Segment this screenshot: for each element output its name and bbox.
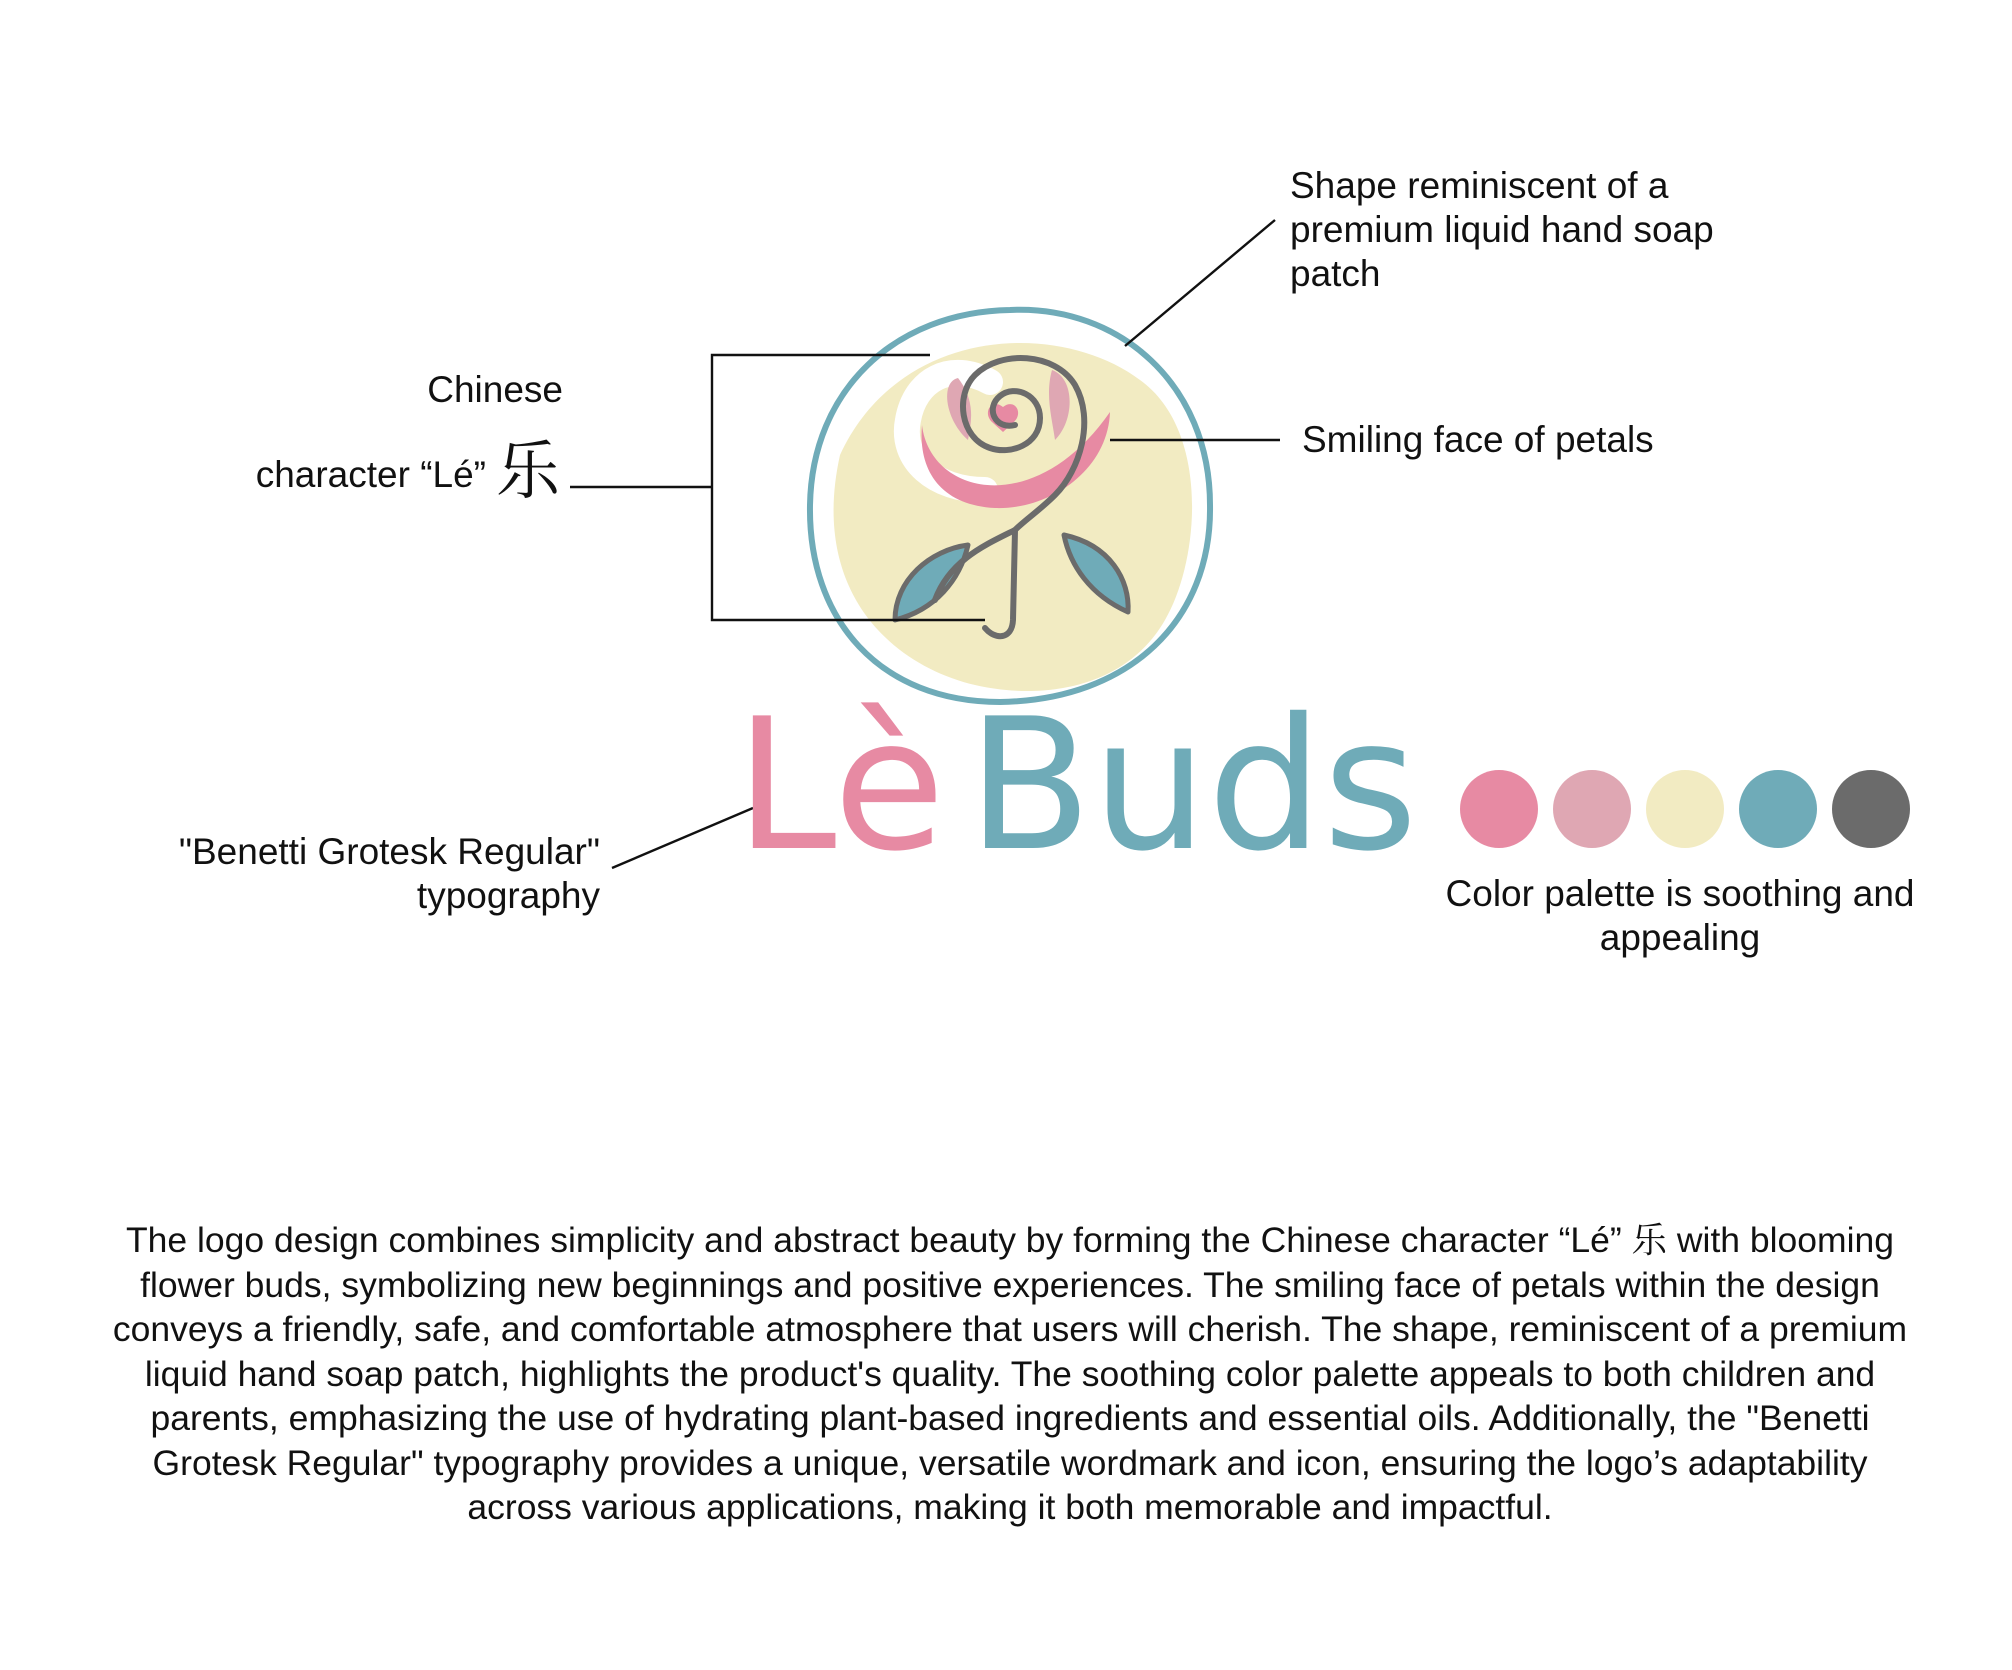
typography-connector bbox=[612, 808, 753, 868]
shape-annotation: Shape reminiscent of a premium liquid hand soap patch bbox=[1290, 165, 1714, 294]
wordmark-buds: Buds bbox=[967, 679, 1418, 891]
swatch-gray bbox=[1832, 770, 1910, 848]
typography-annotation: "Benetti Grotesk Regular" typography bbox=[178, 831, 600, 916]
wordmark-le: Lè bbox=[735, 679, 946, 891]
color-palette bbox=[1460, 770, 1910, 848]
palette-annotation: Color palette is soothing and appealing bbox=[1445, 873, 1915, 958]
description-paragraph: The logo design combines simplicity and abstract beauty by forming the Chinese character “Lé” 乐 with blooming flower buds, symbolizing new beginnings and positive experiences. The smiling face of petals within the design conveys a friendly, safe, and comfortable atmosphere that users will cherish. The shape, reminiscent of a premium liquid hand soap patch, highlights the product's quality. The soothing color palette appeals to both children and parents, emphasizing the use of hydrating plant-based ingredients and essential oils. Additionally, the "Benetti Grotesk Regular" typography provides a unique, versatile wordmark and icon, ensuring the logo’s adaptability across various applications, making it both memorable and impactful. bbox=[112, 1220, 1908, 1527]
chinese-annotation-line2: character “Lé” bbox=[255, 454, 486, 495]
swatch-cream bbox=[1646, 770, 1724, 848]
shape-connector bbox=[1125, 220, 1275, 346]
rose-le-character-icon bbox=[810, 310, 1210, 702]
swatch-pink bbox=[1460, 770, 1538, 848]
swatch-light-pink bbox=[1553, 770, 1631, 848]
wordmark bbox=[735, 679, 1418, 891]
swatch-teal bbox=[1739, 770, 1817, 848]
chinese-glyph: 乐 bbox=[496, 435, 560, 509]
smile-annotation: Smiling face of petals bbox=[1302, 419, 1654, 460]
chinese-annotation-line1: Chinese bbox=[427, 369, 563, 410]
chinese-character-annotation bbox=[160, 368, 563, 509]
